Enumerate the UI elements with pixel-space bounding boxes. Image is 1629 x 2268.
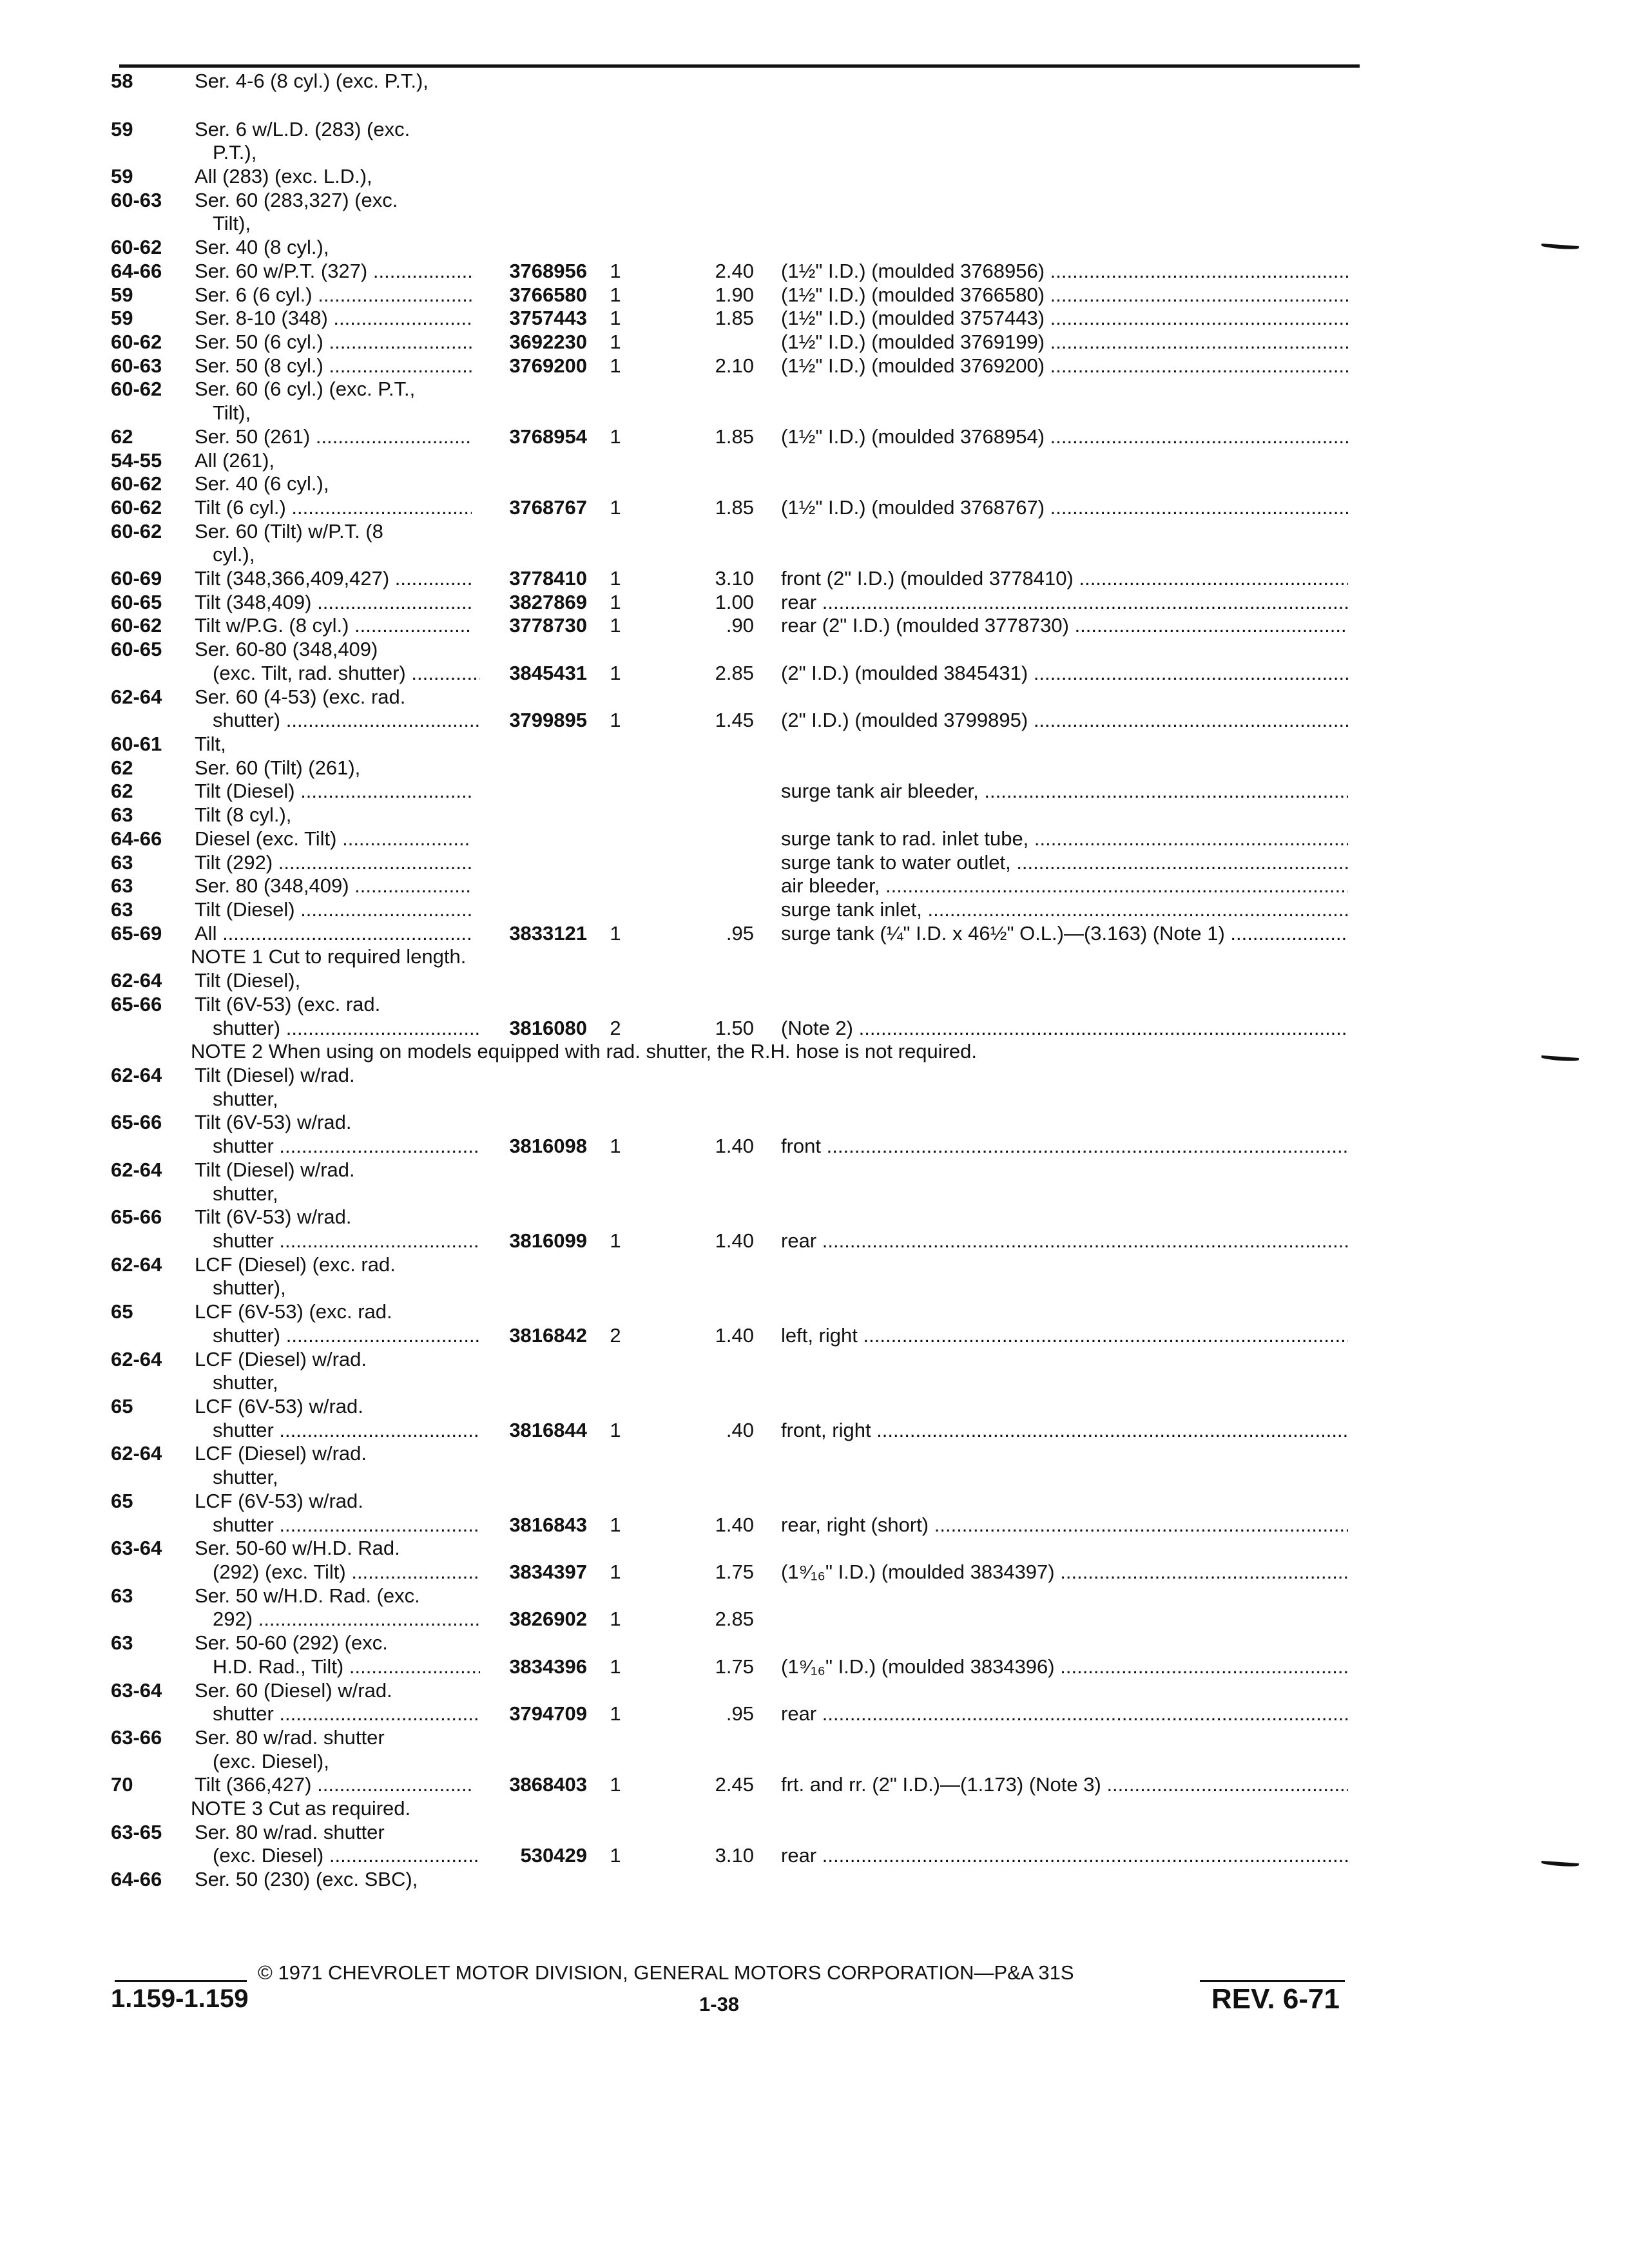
copyright-line: © 1971 CHEVROLET MOTOR DIVISION, GENERAL MOTORS CORPORATION—P&A 31S xyxy=(258,1961,1074,1984)
model-description: Tilt (6 cyl.) ..... xyxy=(195,496,472,519)
remarks: (1½" I.D.) (moulded 3768956) ..... xyxy=(781,260,1348,283)
quantity: 1 xyxy=(610,425,621,448)
model-description: Ser. 8-10 (348) ..... xyxy=(195,307,472,330)
model-description: Ser. 50 (261) ..... xyxy=(195,425,472,448)
model-description: Tilt (Diesel) ..... xyxy=(195,898,472,921)
model-year: 65-66 xyxy=(111,1111,162,1133)
part-number: 3833121 xyxy=(480,922,587,945)
length-value: .95 xyxy=(726,922,754,945)
model-description: shutter), xyxy=(213,1276,286,1299)
model-description: cyl.), xyxy=(213,543,255,566)
quantity: 1 xyxy=(610,567,621,590)
part-number: 3778410 xyxy=(480,567,587,590)
part-number: 3769200 xyxy=(480,354,587,378)
model-description: Ser. 80 w/rad. shutter xyxy=(195,1821,385,1843)
remarks: surge tank to water outlet, ..... xyxy=(781,851,1348,874)
length-value: 2.45 xyxy=(715,1773,754,1796)
part-number: 3816842 xyxy=(480,1324,587,1347)
model-description: Tilt (6V-53) w/rad. xyxy=(195,1206,352,1228)
length-value: 1.40 xyxy=(715,1135,754,1157)
model-description: Ser. 60 (6 cyl.) (exc. P.T., xyxy=(195,378,416,400)
remarks: rear (2" I.D.) (moulded 3778730) ..... xyxy=(781,614,1348,637)
part-number: 3799895 xyxy=(480,709,587,732)
model-description: shutter ..... xyxy=(213,1514,490,1537)
model-description: Ser. 60-80 (348,409) xyxy=(195,638,378,660)
quantity: 1 xyxy=(610,614,621,637)
revision-label: REV. 6-71 xyxy=(1211,1983,1340,2015)
model-description: (exc. Tilt, rad. shutter) ..... xyxy=(213,662,490,685)
top-rule xyxy=(119,64,1360,68)
remarks: (Note 2) ..... xyxy=(781,1017,1348,1040)
model-description: Ser. 50 (6 cyl.) ..... xyxy=(195,331,472,354)
remarks: (1⁹⁄₁₆" I.D.) (moulded 3834396) ..... xyxy=(781,1655,1348,1678)
length-value: .40 xyxy=(726,1419,754,1441)
model-description: Tilt (366,427) ..... xyxy=(195,1773,472,1796)
model-description: shutter ..... xyxy=(213,1135,490,1158)
model-description: LCF (Diesel) w/rad. xyxy=(195,1442,367,1465)
part-number: 3778730 xyxy=(480,614,587,637)
length-value: 2.40 xyxy=(715,260,754,282)
length-value: 1.40 xyxy=(715,1324,754,1347)
model-year: 60-62 xyxy=(111,236,162,258)
footer-rule-left xyxy=(115,1980,247,1982)
remarks: rear ..... xyxy=(781,1844,1348,1867)
remarks: surge tank to rad. inlet tube, ..... xyxy=(781,827,1348,850)
remarks: (1½" I.D.) (moulded 3769200) ..... xyxy=(781,354,1348,378)
part-number: 3834397 xyxy=(480,1561,587,1584)
model-year: 63-64 xyxy=(111,1679,162,1702)
quantity: 1 xyxy=(610,1229,621,1252)
remarks: front ..... xyxy=(781,1135,1348,1158)
model-year: 62-64 xyxy=(111,1158,162,1181)
model-description: (exc. Diesel) ..... xyxy=(213,1844,490,1867)
quantity: 1 xyxy=(610,1702,621,1725)
part-number: 3834396 xyxy=(480,1655,587,1678)
part-number: 3816099 xyxy=(480,1229,587,1253)
model-year: 63 xyxy=(111,1584,133,1607)
length-value: .90 xyxy=(726,614,754,637)
model-year: 60-69 xyxy=(111,567,162,590)
remarks: (2" I.D.) (moulded 3799895) ..... xyxy=(781,709,1348,732)
model-year: 62-64 xyxy=(111,1442,162,1465)
quantity: 1 xyxy=(610,662,621,684)
quantity: 1 xyxy=(610,331,621,353)
model-description: (292) (exc. Tilt) ..... xyxy=(213,1561,490,1584)
model-description: Ser. 60 (Tilt) w/P.T. (8 xyxy=(195,520,383,543)
model-year: 60-65 xyxy=(111,591,162,613)
length-value: 1.85 xyxy=(715,307,754,329)
model-year: 70 xyxy=(111,1773,133,1796)
part-number: 3816844 xyxy=(480,1419,587,1442)
model-description: All (283) (exc. L.D.), xyxy=(195,165,372,187)
model-year: 63 xyxy=(111,898,133,921)
model-year: 65 xyxy=(111,1490,133,1512)
quantity: 1 xyxy=(610,1608,621,1630)
part-number: 3826902 xyxy=(480,1608,587,1631)
remarks: surge tank (¼" I.D. x 46½" O.L.)—(3.163) (Note 1) ..... xyxy=(781,922,1348,945)
model-year: 60-62 xyxy=(111,496,162,519)
model-description: (exc. Diesel), xyxy=(213,1750,329,1773)
model-year: 62-64 xyxy=(111,686,162,708)
model-description: shutter) ..... xyxy=(213,709,490,732)
model-year: 63-64 xyxy=(111,1537,162,1559)
model-description: All ..... xyxy=(195,922,472,945)
model-year: 59 xyxy=(111,307,133,329)
quantity: 2 xyxy=(610,1324,621,1347)
model-description: Ser. 80 w/rad. shutter xyxy=(195,1726,385,1749)
model-year: 65-66 xyxy=(111,993,162,1015)
length-value: 1.40 xyxy=(715,1514,754,1536)
model-description: Ser. 6 (6 cyl.) ..... xyxy=(195,284,472,307)
quantity: 1 xyxy=(610,1514,621,1536)
model-description: Ser. 50-60 w/H.D. Rad. xyxy=(195,1537,400,1559)
model-description: Ser. 60 (Diesel) w/rad. xyxy=(195,1679,392,1702)
part-number: 3766580 xyxy=(480,284,587,307)
model-description: Ser. 50 w/H.D. Rad. (exc. xyxy=(195,1584,420,1607)
quantity: 1 xyxy=(610,709,621,731)
model-year: 60-62 xyxy=(111,614,162,637)
part-number: 3757443 xyxy=(480,307,587,330)
quantity: 1 xyxy=(610,496,621,519)
remarks: front (2" I.D.) (moulded 3778410) ..... xyxy=(781,567,1348,590)
model-year: 58 xyxy=(111,70,133,92)
length-value: 1.90 xyxy=(715,284,754,306)
model-description: Tilt (6V-53) w/rad. xyxy=(195,1111,352,1133)
note-text: NOTE 2 When using on models equipped with rad. shutter, the R.H. hose is not required. xyxy=(191,1040,977,1062)
model-description: Ser. 50-60 (292) (exc. xyxy=(195,1631,388,1654)
quantity: 1 xyxy=(610,1655,621,1678)
binding-mark xyxy=(1541,1055,1579,1062)
length-value: 2.10 xyxy=(715,354,754,377)
model-year: 63-65 xyxy=(111,1821,162,1843)
model-year: 60-62 xyxy=(111,378,162,400)
model-year: 60-62 xyxy=(111,331,162,353)
binding-mark xyxy=(1541,244,1579,250)
model-description: Tilt, xyxy=(195,733,226,755)
model-description: P.T.), xyxy=(213,141,257,164)
remarks: front, right ..... xyxy=(781,1419,1348,1442)
model-year: 63-66 xyxy=(111,1726,162,1749)
length-value: 1.00 xyxy=(715,591,754,613)
model-description: Ser. 60 w/P.T. (327) ..... xyxy=(195,260,472,283)
part-number: 3868403 xyxy=(480,1773,587,1796)
quantity: 1 xyxy=(610,1844,621,1867)
quantity: 1 xyxy=(610,284,621,306)
length-value: 1.50 xyxy=(715,1017,754,1039)
length-value: 1.45 xyxy=(715,709,754,731)
quantity: 1 xyxy=(610,307,621,329)
model-description: shutter) ..... xyxy=(213,1017,490,1040)
part-number: 3816843 xyxy=(480,1514,587,1537)
model-description: Tilt (8 cyl.), xyxy=(195,803,292,826)
model-year: 65-66 xyxy=(111,1206,162,1228)
model-description: LCF (6V-53) w/rad. xyxy=(195,1395,363,1418)
part-number: 3845431 xyxy=(480,662,587,685)
remarks: (2" I.D.) (moulded 3845431) ..... xyxy=(781,662,1348,685)
remarks: (1½" I.D.) (moulded 3768954) ..... xyxy=(781,425,1348,448)
model-year: 62-64 xyxy=(111,1253,162,1276)
part-number: 3768956 xyxy=(480,260,587,283)
model-description: Ser. 50 (8 cyl.) ..... xyxy=(195,354,472,378)
quantity: 1 xyxy=(610,591,621,613)
length-value: .95 xyxy=(726,1702,754,1725)
part-number: 3816098 xyxy=(480,1135,587,1158)
model-description: All (261), xyxy=(195,449,275,472)
quantity: 1 xyxy=(610,1419,621,1441)
remarks: rear ..... xyxy=(781,1702,1348,1725)
model-description: Tilt (Diesel) ..... xyxy=(195,780,472,803)
model-year: 62-64 xyxy=(111,1348,162,1370)
model-description: shutter) ..... xyxy=(213,1324,490,1347)
remarks: rear, right (short) ..... xyxy=(781,1514,1348,1537)
note-text: NOTE 1 Cut to required length. xyxy=(191,945,467,968)
model-year: 60-63 xyxy=(111,354,162,377)
model-description: Ser. 6 w/L.D. (283) (exc. xyxy=(195,118,410,140)
model-year: 59 xyxy=(111,165,133,187)
model-description: shutter ..... xyxy=(213,1419,490,1442)
model-year: 64-66 xyxy=(111,1868,162,1890)
part-number: 3827869 xyxy=(480,591,587,614)
quantity: 1 xyxy=(610,1773,621,1796)
model-description: Tilt (6V-53) (exc. rad. xyxy=(195,993,381,1015)
quantity: 1 xyxy=(610,1561,621,1583)
model-description: Ser. 40 (6 cyl.), xyxy=(195,472,329,495)
quantity: 1 xyxy=(610,922,621,945)
model-description: Tilt), xyxy=(213,212,251,235)
model-description: 292) ..... xyxy=(213,1608,490,1631)
model-description: Ser. 50 (230) (exc. SBC), xyxy=(195,1868,418,1890)
model-description: shutter ..... xyxy=(213,1702,490,1725)
model-description: Tilt (Diesel) w/rad. xyxy=(195,1064,355,1086)
model-year: 62-64 xyxy=(111,1064,162,1086)
model-year: 60-62 xyxy=(111,472,162,495)
length-value: 3.10 xyxy=(715,1844,754,1867)
model-year: 63 xyxy=(111,874,133,897)
model-year: 62-64 xyxy=(111,969,162,992)
model-description: Ser. 60 (Tilt) (261), xyxy=(195,756,361,779)
model-year: 63 xyxy=(111,851,133,874)
model-description: LCF (6V-53) (exc. rad. xyxy=(195,1300,392,1323)
part-number: 3768767 xyxy=(480,496,587,519)
model-description: Ser. 60 (283,327) (exc. xyxy=(195,189,398,211)
model-year: 60-62 xyxy=(111,520,162,543)
part-number: 3692230 xyxy=(480,331,587,354)
model-description: Diesel (exc. Tilt) ..... xyxy=(195,827,472,850)
model-description: Tilt (Diesel) w/rad. xyxy=(195,1158,355,1181)
model-year: 60-65 xyxy=(111,638,162,660)
length-value: 2.85 xyxy=(715,662,754,684)
remarks: (1⁹⁄₁₆" I.D.) (moulded 3834397) ..... xyxy=(781,1561,1348,1584)
model-description: Ser. 60 (4-53) (exc. rad. xyxy=(195,686,406,708)
length-value: 1.40 xyxy=(715,1229,754,1252)
model-year: 65 xyxy=(111,1395,133,1418)
model-description: Ser. 4-6 (8 cyl.) (exc. P.T.), xyxy=(195,70,429,92)
quantity: 1 xyxy=(610,260,621,282)
remarks: surge tank air bleeder, ..... xyxy=(781,780,1348,803)
remarks: left, right ..... xyxy=(781,1324,1348,1347)
model-year: 65 xyxy=(111,1300,133,1323)
model-year: 63 xyxy=(111,803,133,826)
model-description: shutter, xyxy=(213,1466,278,1488)
remarks: air bleeder, ..... xyxy=(781,874,1348,898)
model-year: 62 xyxy=(111,756,133,779)
model-year: 59 xyxy=(111,118,133,140)
model-description: Tilt (292) ..... xyxy=(195,851,472,874)
model-year: 62 xyxy=(111,425,133,448)
model-description: Tilt), xyxy=(213,401,251,424)
remarks: surge tank inlet, ..... xyxy=(781,898,1348,921)
model-description: shutter ..... xyxy=(213,1229,490,1253)
binding-mark xyxy=(1541,1861,1579,1867)
model-description: Ser. 40 (8 cyl.), xyxy=(195,236,329,258)
model-year: 64-66 xyxy=(111,827,162,850)
model-description: LCF (Diesel) w/rad. xyxy=(195,1348,367,1370)
model-description: shutter, xyxy=(213,1182,278,1205)
length-value: 3.10 xyxy=(715,567,754,590)
remarks: (1½" I.D.) (moulded 3757443) ..... xyxy=(781,307,1348,330)
model-description: shutter, xyxy=(213,1371,278,1394)
part-number: 530429 xyxy=(480,1844,587,1867)
length-value: 1.85 xyxy=(715,425,754,448)
model-year: 54-55 xyxy=(111,449,162,472)
footer-rule-right xyxy=(1200,1980,1345,1982)
length-value: 1.75 xyxy=(715,1561,754,1583)
length-value: 2.85 xyxy=(715,1608,754,1630)
model-description: LCF (Diesel) (exc. rad. xyxy=(195,1253,396,1276)
model-description: Tilt (348,409) ..... xyxy=(195,591,472,614)
model-year: 60-61 xyxy=(111,733,162,755)
model-description: Tilt (348,366,409,427) ..... xyxy=(195,567,472,590)
section-number: 1.159-1.159 xyxy=(111,1984,249,2013)
quantity: 1 xyxy=(610,1135,621,1157)
part-number: 3768954 xyxy=(480,425,587,448)
note-text: NOTE 3 Cut as required. xyxy=(191,1797,411,1820)
length-value: 1.75 xyxy=(715,1655,754,1678)
model-description: Ser. 80 (348,409) ..... xyxy=(195,874,472,898)
model-year: 64-66 xyxy=(111,260,162,282)
length-value: 1.85 xyxy=(715,496,754,519)
model-year: 65-69 xyxy=(111,922,162,945)
model-description: shutter, xyxy=(213,1088,278,1110)
remarks: frt. and rr. (2" I.D.)—(1.173) (Note 3) ..... xyxy=(781,1773,1348,1796)
model-description: Tilt w/P.G. (8 cyl.) ..... xyxy=(195,614,472,637)
model-year: 63 xyxy=(111,1631,133,1654)
remarks: rear ..... xyxy=(781,1229,1348,1253)
model-description: LCF (6V-53) w/rad. xyxy=(195,1490,363,1512)
remarks: rear ..... xyxy=(781,591,1348,614)
quantity: 1 xyxy=(610,354,621,377)
remarks: (1½" I.D.) (moulded 3769199) ..... xyxy=(781,331,1348,354)
model-description: Tilt (Diesel), xyxy=(195,969,301,992)
remarks: (1½" I.D.) (moulded 3766580) ..... xyxy=(781,284,1348,307)
model-year: 59 xyxy=(111,284,133,306)
remarks: (1½" I.D.) (moulded 3768767) ..... xyxy=(781,496,1348,519)
part-number: 3816080 xyxy=(480,1017,587,1040)
page-number: 1-38 xyxy=(699,1993,740,2015)
part-number: 3794709 xyxy=(480,1702,587,1725)
model-year: 60-63 xyxy=(111,189,162,211)
model-description: H.D. Rad., Tilt) ..... xyxy=(213,1655,490,1678)
quantity: 2 xyxy=(610,1017,621,1039)
model-year: 62 xyxy=(111,780,133,802)
